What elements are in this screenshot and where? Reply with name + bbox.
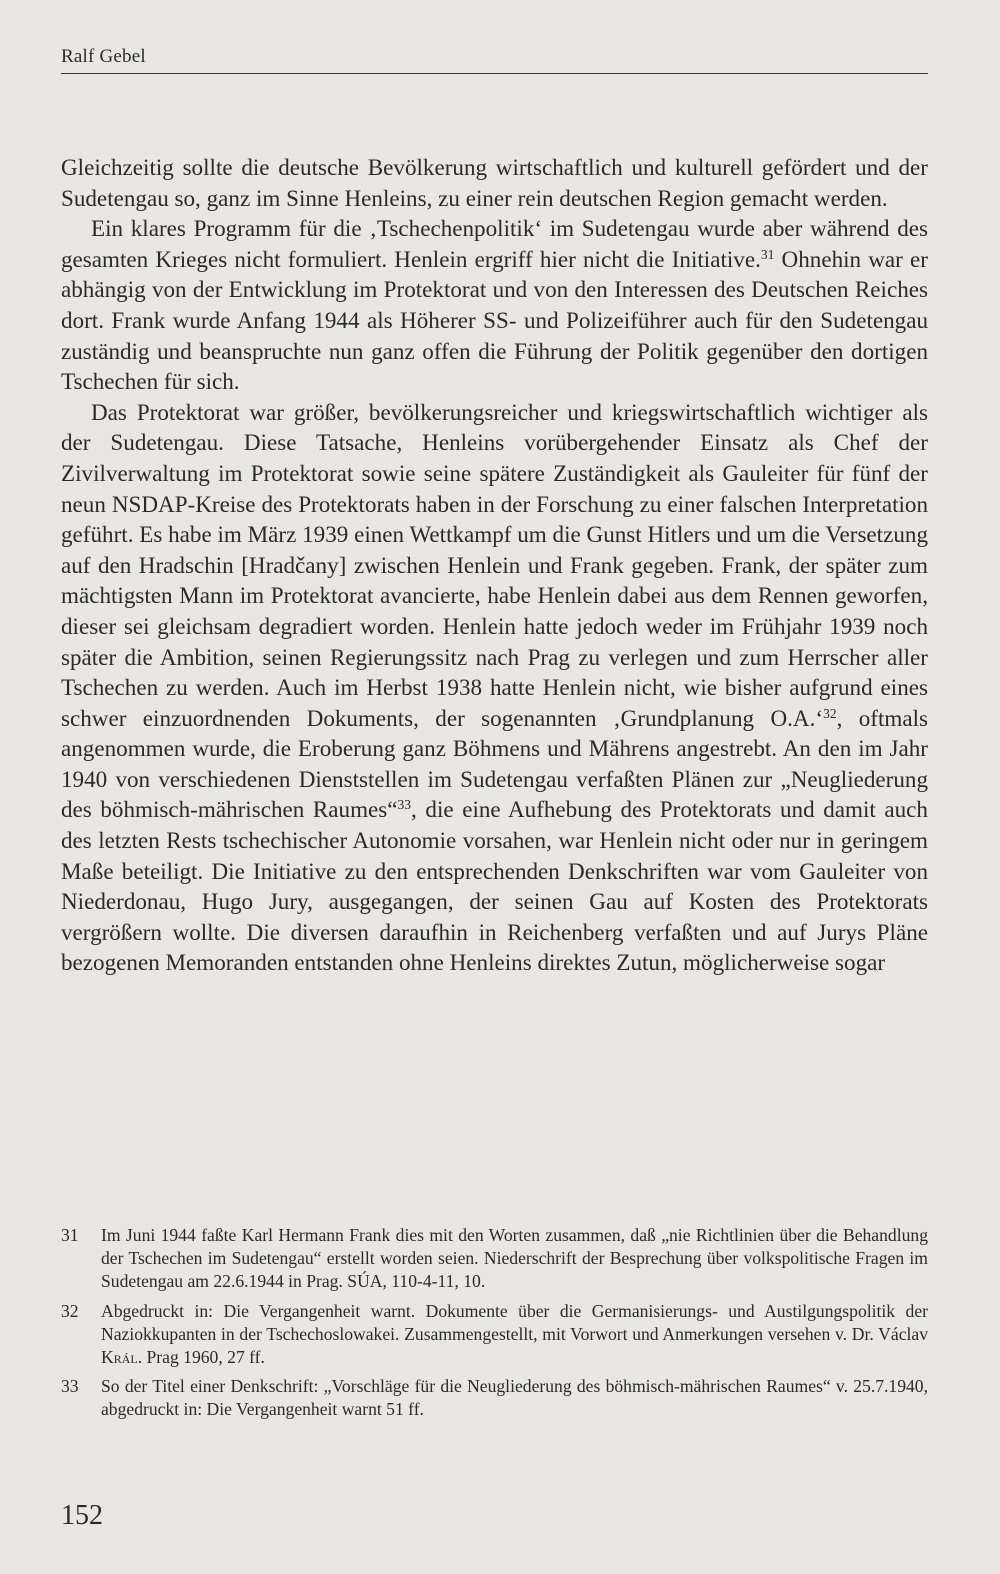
- paragraph-2: [61, 213, 928, 397]
- footnote-text: So der Titel einer Denkschrift: „Vorschläge für die Neugliederung des böhmisch-mährischen Raumes“ v. 25.7.1940, abgedruckt in: Die Vergangenheit warnt 51 ff.: [101, 1376, 928, 1420]
- main-text: [61, 152, 928, 978]
- footnote-33: [61, 1375, 928, 1421]
- running-head: Ralf Gebel: [61, 46, 146, 67]
- footnote-31: [61, 1224, 928, 1294]
- footnote-text-a: Abgedruckt in: Die Vergangenheit warnt. Dokumente über die Germanisierungs- und Austilgungspolitik der Naziokkupanten in der Tschechoslowakei. Zusammengestellt, mit Vorwort und Anmerkungen versehen v. Dr. Václav: [101, 1300, 928, 1344]
- footnote-number: 32: [61, 1300, 79, 1321]
- paragraph-3-text-c: , die eine Aufhebung des Protektorats und damit auch des letzten Rests tschechischer Autonomie vorsahen, war Henlein nicht oder nur in geringem Maße beteiligt. Die Initiative zu den entsprechenden Denkschriften war vom Gauleiter von Niederdonau, Hugo Jury, ausgegangen, der seinen Gau auf Kosten des Protektorats vergrößern wollte. Die diversen daraufhin in Reichenberg verfaßten und auf Jurys Pläne bezogenen Memoranden entstanden ohne Henleins direktes Zutun, möglicherweise sogar: [61, 796, 928, 976]
- paragraph-2-text-b: Ohnehin war er abhängig von der Entwicklung im Protektorat und von den Interessen des Deutschen Reiches dort. Frank wurde Anfang 1944 als Höherer SS- und Polizeiführer auch für den Sudetengau zuständig und beanspruchte nun ganz offen die Führung der Politik gegenüber den dortigen Tschechen für sich.: [61, 245, 928, 395]
- paragraph-3-text-a: Das Protektorat war größer, bevölkerungsreicher und kriegswirtschaftlich wichtiger als der Sudetengau. Diese Tatsache, Henleins vorübergehender Einsatz als Chef der Zivilverwaltung im Protektorat sowie seine spätere Zuständigkeit als Gauleiter für fünf der neun NSDAP-Kreise des Protektorats haben in der Forschung zu einer falschen Interpretation geführt. Es habe im März 1939 einen Wettkampf um die Gunst Hitlers und um die Versetzung auf den Hradschin [Hradčany] zwischen Henlein und Frank gegeben. Frank, der später zum mächtigsten Mann im Protektorat avancierte, habe Henlein dabei aus dem Rennen geworfen, dieser sei gleichsam degradiert worden. Henlein hatte jedoch weder im Frühjahr 1939 noch später die Ambition, seinen Regierungssitz nach Prag zu verlegen und zum Herrscher aller Tschechen zu werden. Auch im Herbst 1938 hatte Henlein nicht, wie bisher aufgrund eines schwer einzuordnenden Dokuments, der sogenannten ‚Grundplanung O.A.‘: [61, 398, 928, 731]
- footnote-ref-31[interactable]: 31: [760, 246, 775, 262]
- paragraph-2-text-a: Ein klares Programm für die ‚Tschechenpolitik‘ im Sudetengau wurde aber während des gesamten Krieges nicht formuliert. Henlein ergriff hier nicht die Initiative.: [61, 215, 928, 272]
- page-number: 152: [61, 1500, 103, 1531]
- footnote-text-b: . Prag 1960, 27 ff.: [137, 1347, 265, 1368]
- footnote-text: [101, 1300, 928, 1370]
- footnote-text: Im Juni 1944 faßte Karl Hermann Frank dies mit den Worten zusammen, daß „nie Richtlinien über die Behandlung der Tschechen im Sudetengau“ erstellt worden seien. Niederschrift der Besprechung über volkspolitische Fragen im Sudetengau am 22.6.1944 in Prag. SÚA, 110-4-11, 10.: [101, 1225, 928, 1292]
- footnote-number: 33: [61, 1376, 79, 1397]
- paragraph-1: [61, 152, 928, 213]
- paragraph-1-text: Gleichzeitig sollte die deutsche Bevölkerung wirtschaftlich und kulturell gefördert und der Sudetengau so, ganz im Sinne Henleins, zu einer rein deutschen Region gemacht werden.: [61, 154, 928, 211]
- footnote-32: [61, 1300, 928, 1370]
- header-rule: [61, 73, 928, 74]
- author-name-small-caps: Král: [101, 1347, 138, 1368]
- footnote-ref-33[interactable]: 33: [397, 797, 412, 813]
- footnote-ref-32[interactable]: 32: [823, 705, 837, 721]
- paragraph-3: [61, 397, 928, 978]
- footnotes: [61, 1224, 928, 1428]
- footnote-number: 31: [61, 1225, 79, 1245]
- paragraph-3-text-b: , oftmals angenommen wurde, die Eroberung ganz Böhmens und Mährens angestrebt. An den im Jahr 1940 von verschiedenen Dienststellen im Sudetengau verfaßten Plänen zur „Neugliederung des böhmisch-mährischen Raumes“: [61, 704, 928, 823]
